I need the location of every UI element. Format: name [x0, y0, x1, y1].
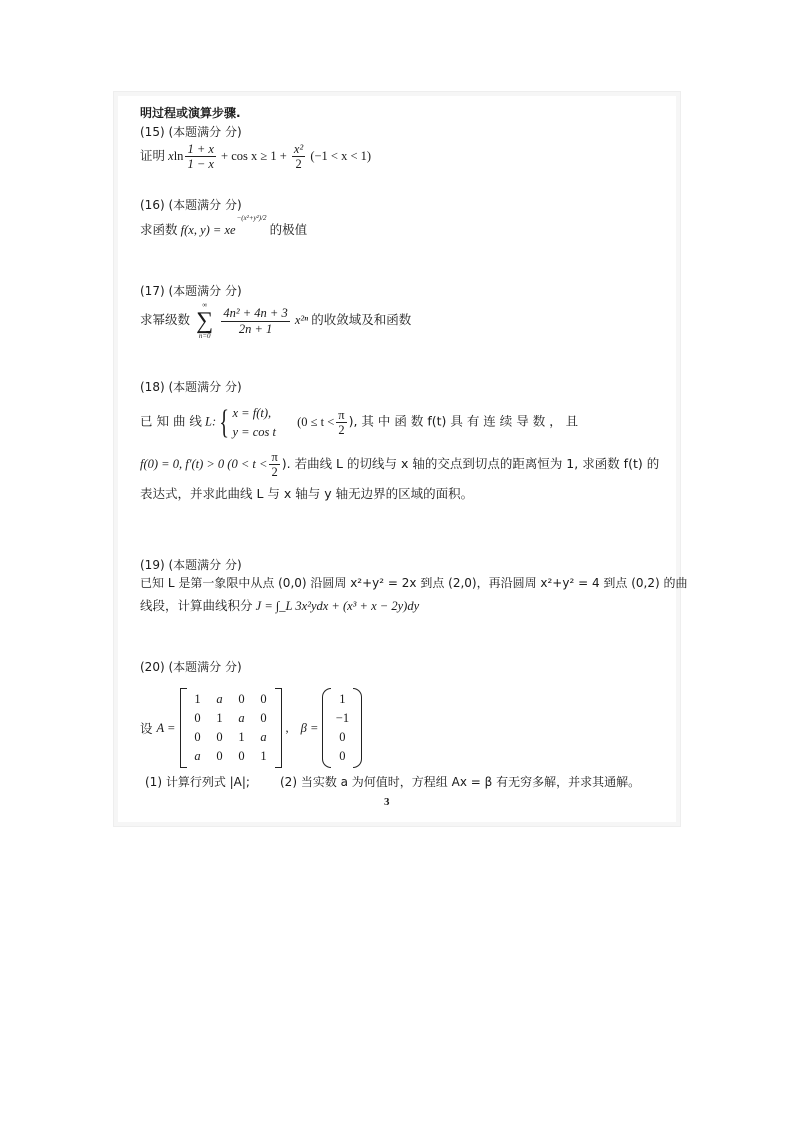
vector-beta-cell: −1	[335, 711, 350, 725]
q15-heading: (15) (本题满分 分)	[140, 125, 242, 139]
q16-heading: (16) (本题满分 分)	[140, 198, 242, 212]
q20-prefix: 设	[140, 721, 153, 736]
q18-line1	[140, 404, 578, 442]
q20-sub1: (1) 计算行列式 |A|;	[145, 775, 250, 789]
left-paren-icon	[322, 688, 331, 768]
q17-heading: (17) (本题满分 分)	[140, 284, 242, 298]
sigma-icon: ∞ ∑ n=0	[196, 301, 214, 340]
right-paren-icon	[353, 688, 362, 768]
matrix-a-cell: 0	[216, 730, 223, 744]
beta-label: β =	[300, 720, 319, 735]
right-bracket-icon	[275, 688, 282, 768]
q15-statement: 证明 xln $\frac{1 + x}{1 - x}$ + cos x ≥ 1 + $\frac{\text{x²}}{2}$ (−1 < x < 1)	[140, 142, 372, 172]
matrix-a	[180, 688, 282, 768]
matrix-a-cell: 0	[260, 692, 267, 706]
q19-heading: (19) (本题满分 分)	[140, 558, 242, 572]
matrix-a-label: A =	[156, 720, 176, 735]
q15-prefix: 证明	[140, 147, 166, 163]
matrix-a-cell: 0	[238, 692, 245, 706]
q20-heading: (20) (本题满分 分)	[140, 660, 242, 674]
vector-beta-cell: 0	[339, 730, 346, 744]
q18-curve-label: L:	[205, 414, 217, 429]
q19-l2-prefix: 线段，计算曲线积分	[140, 598, 253, 613]
matrix-a-cell: a	[194, 749, 201, 763]
matrix-a-cell: 0	[260, 711, 267, 725]
q16-expr: f(x, y) = xe	[180, 223, 236, 237]
q20-matrices: 设 A = 1 a 0 0 0 1 a 0 0 0 1 a a 0 0 1 , β = 1 −1 0 0	[140, 688, 362, 768]
matrix-a-cell: a	[216, 692, 223, 706]
vector-beta-cell: 1	[339, 692, 346, 706]
q18-l1-suffix: ), 其 中 函 数 f(t) 具 有 连 续 导 数 ， 且	[348, 413, 579, 429]
q18-cases: x = f(t), y = cos t	[232, 406, 276, 439]
q18-condition: f(0) = 0, f′(t) > 0 (0 < t <	[140, 456, 268, 471]
vector-beta	[322, 688, 362, 768]
q18-line2	[140, 450, 659, 480]
matrix-a-cell: 0	[238, 749, 245, 763]
q17-suffix: 的收敛域及和函数	[311, 311, 412, 327]
matrix-a-cell: 1	[238, 730, 245, 744]
q19-line1: 已知 L 是第一象限中从点 (0,0) 沿圆周 x²+y² = 2x 到点 (2,0)，再沿圆周 x²+y² = 4 到点 (0,2) 的曲	[140, 576, 688, 590]
page-number: 3	[384, 796, 390, 808]
q15-fraction: $\frac{1 + x}{1 - x}$	[187, 142, 214, 172]
matrix-a-cell: 1	[216, 711, 223, 725]
q17-prefix: 求幂级数	[140, 311, 191, 327]
q19-line2	[140, 596, 419, 614]
q18-heading: (18) (本题满分 分)	[140, 380, 242, 394]
q17-statement	[140, 302, 411, 340]
matrix-a-cell: a	[238, 711, 245, 725]
matrix-a-cell: 0	[194, 730, 201, 744]
q18-l1-prefix: 已 知 曲 线	[140, 413, 202, 429]
q17-tail: x²ⁿ	[294, 312, 309, 327]
matrix-a-cell: 1	[194, 692, 201, 706]
q18-line3: 表达式，并求此曲线 L 与 x 轴与 y 轴无边界的区域的面积。	[140, 486, 474, 501]
q18-range: (0 ≤ t <	[297, 414, 335, 429]
matrix-a-cell: 0	[194, 711, 201, 725]
q17-fraction: $\frac{\text{4n² + 4n + 3}}{2n + 1}$	[223, 306, 288, 336]
intro-text: 明过程或演算步骤.	[140, 106, 241, 120]
matrix-a-cell: a	[260, 730, 267, 744]
vector-beta-cell: 0	[339, 749, 346, 763]
left-bracket-icon	[180, 688, 187, 768]
q18-pi-fraction-2: $\frac{\pi}{2}$	[271, 450, 278, 480]
q16-suffix: 的极值	[269, 222, 308, 237]
q16-prefix: 求函数	[140, 222, 178, 237]
matrix-a-cell: 1	[260, 749, 267, 763]
q16-statement	[140, 214, 308, 238]
q15-fraction2: $\frac{\text{x²}}{2}$	[293, 142, 304, 172]
q18-l2-rest: ). 若曲线 L 的切线与 x 轴的交点到切点的距离恒为 1, 求函数 f(t) 的	[281, 455, 660, 471]
q15-mid: + cos x ≥ 1 +	[221, 148, 287, 163]
q19-integral: J = ∫_L 3x²ydx + (x³ + x − 2y)dy	[255, 599, 420, 613]
q20-sub2: (2) 当实数 a 为何值时，方程组 Ax = β 有无穷多解，并求其通解。	[280, 775, 641, 789]
q15-suffix: (−1 < x < 1)	[310, 148, 372, 163]
matrix-a-cell: 0	[216, 749, 223, 763]
q16-exponent: −(x²+y²)/2	[236, 214, 267, 222]
left-brace-icon: {	[219, 403, 230, 441]
q18-pi-fraction: $\frac{\pi}{2}$	[338, 407, 345, 438]
